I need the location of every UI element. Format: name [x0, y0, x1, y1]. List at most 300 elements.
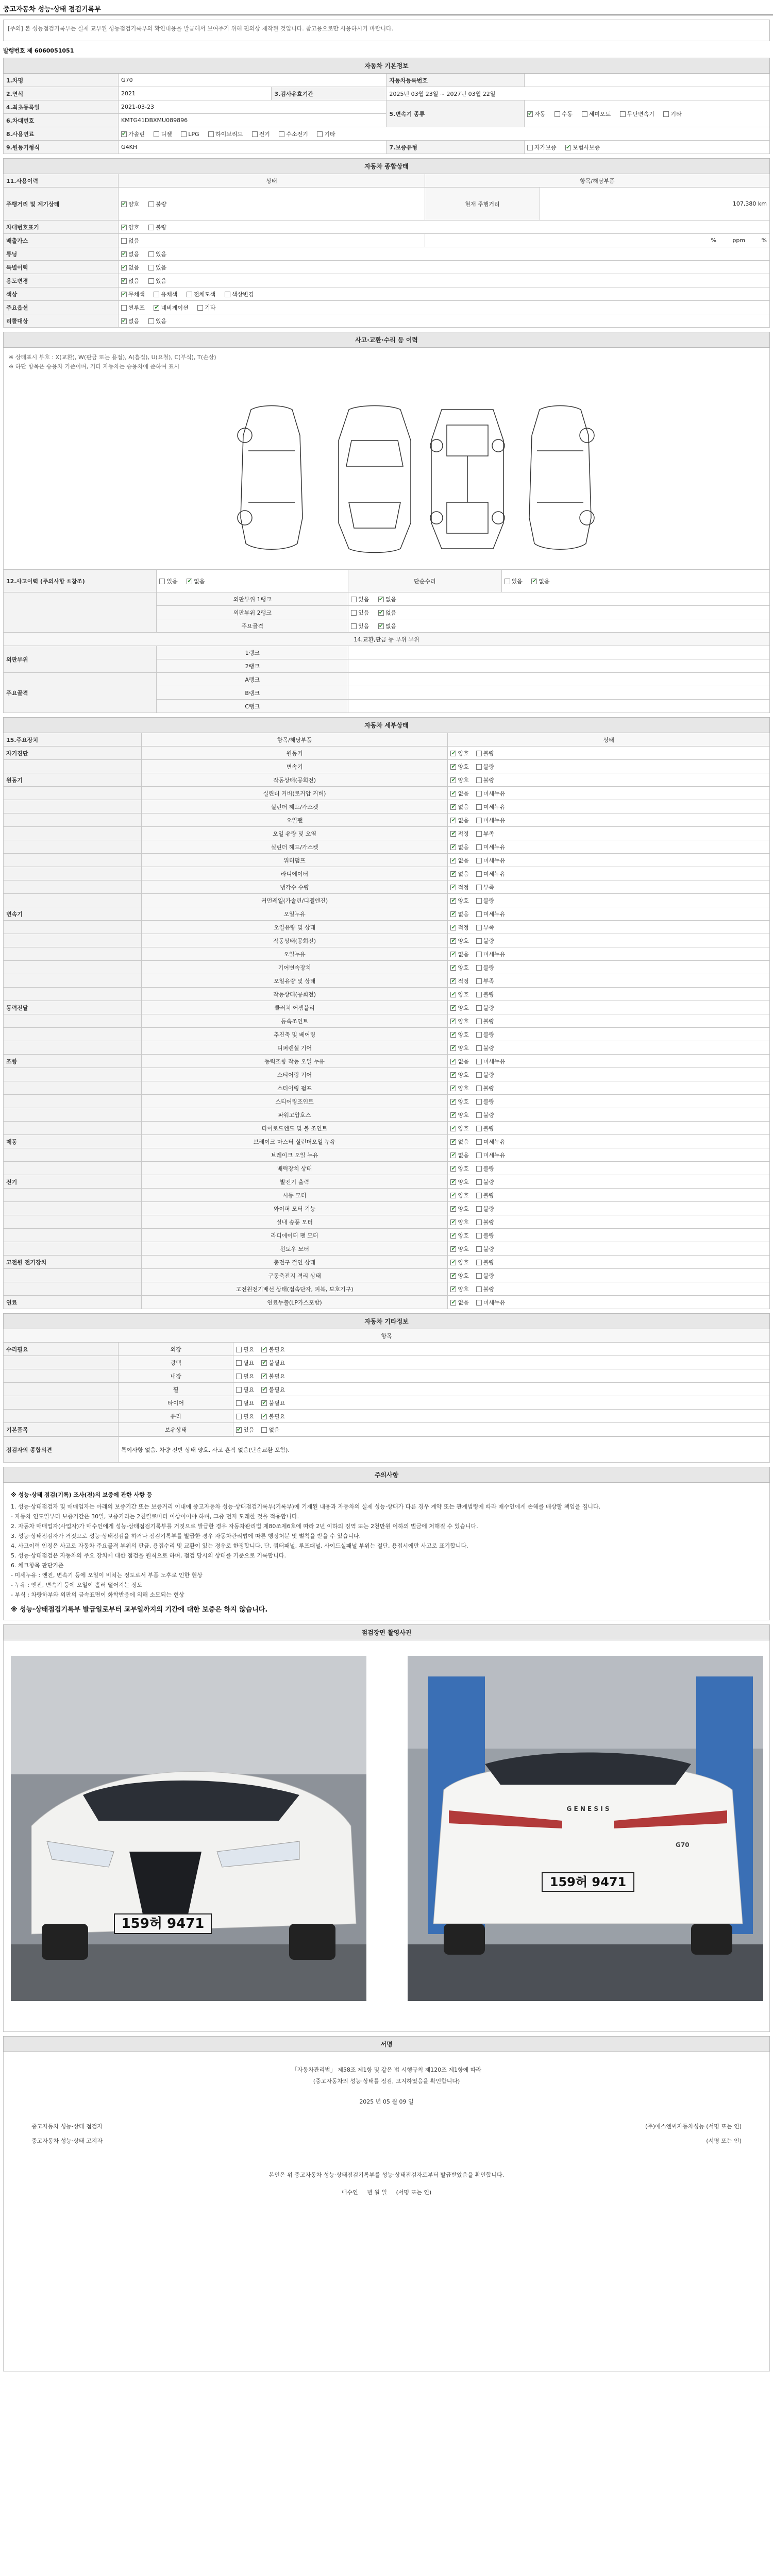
fuel-opt-electric[interactable]: 전기	[252, 130, 270, 138]
detail-h-device: 15.주요장치	[4, 733, 142, 747]
detail-opt-checked[interactable]	[450, 856, 468, 865]
options-label: 주요옵션	[4, 301, 119, 314]
caution-line: - 미세누유 : 엔진, 변속기 등에 오일이 비치는 정도로서 부품 노후로 인한 현상	[11, 1572, 203, 1579]
detail-state	[448, 921, 770, 934]
checkbox-icon	[476, 804, 482, 810]
mileage-value: 107,380 km	[540, 188, 769, 221]
detail-opt-checked[interactable]	[450, 1285, 468, 1293]
checkbox-icon	[351, 597, 357, 602]
other-need[interactable]: 필요	[236, 1385, 254, 1394]
detail-state	[448, 947, 770, 961]
detail-row	[4, 988, 770, 1001]
trans-opt-etc[interactable]: 기타	[663, 110, 681, 118]
page-title: 중고자동차 성능·상태 점검기록부	[0, 0, 773, 15]
caution-line: - 자동차 인도일부터 보증기간은 30일, 보증거리는 2천킬로미터 이상이어야 하며, 그중 먼저 도래한 것을 적용합니다.	[11, 1513, 299, 1520]
section-photos-title: 점검장면 촬영사진	[4, 1625, 770, 1640]
detail-opt-checked[interactable]	[450, 1231, 468, 1240]
emission-none[interactable]: 없음	[121, 236, 139, 245]
detail-row	[4, 947, 770, 961]
detail-opt-unchecked[interactable]	[476, 896, 494, 905]
detail-row	[4, 1068, 770, 1081]
vin-bad[interactable]: 불량	[148, 223, 166, 231]
other-no-need[interactable]: ✔ 불필요	[261, 1345, 285, 1353]
detail-item: 냉각수 수량	[141, 880, 448, 894]
detail-opt-checked[interactable]	[450, 1272, 468, 1280]
detail-state-text: 없음	[458, 803, 469, 810]
detail-group: 동력전달	[4, 1001, 142, 1014]
detail-alt-text: 미세누유	[483, 951, 506, 958]
detail-opt-checked[interactable]	[450, 923, 468, 931]
detail-opt-unchecked[interactable]	[476, 816, 506, 824]
outer2-exists[interactable]: 있음	[351, 608, 369, 617]
car-diagram-area	[3, 384, 770, 569]
detail-opt-unchecked[interactable]	[476, 910, 506, 918]
detail-alt-text: 불량	[483, 776, 494, 784]
other-state	[233, 1410, 770, 1423]
detail-alt-text: 불량	[483, 1031, 494, 1038]
rear-model-badge: G70	[676, 1841, 690, 1849]
mileage-state	[119, 188, 425, 221]
detail-state	[448, 1028, 770, 1041]
front-plate: 159허 9471	[114, 1913, 212, 1934]
detail-opt-unchecked[interactable]	[476, 1084, 494, 1092]
color-label: 색상	[4, 287, 119, 301]
detail-opt-unchecked[interactable]	[476, 950, 506, 958]
other-need[interactable]: 필요	[236, 1399, 254, 1407]
fuel-opt-hydrogen[interactable]: 수소전기	[279, 130, 308, 138]
detail-state	[448, 800, 770, 814]
detail-opt-unchecked[interactable]	[476, 789, 506, 798]
detail-opt-checked[interactable]	[450, 1138, 468, 1146]
detail-opt-checked[interactable]	[450, 870, 468, 878]
repair-exists[interactable]: 있음	[505, 577, 523, 585]
detail-group	[4, 1148, 142, 1162]
checkbox-icon	[236, 1347, 242, 1352]
detail-opt-checked[interactable]	[450, 1164, 468, 1173]
detail-state	[448, 1296, 770, 1309]
checkbox-checked-icon	[450, 1153, 456, 1158]
detail-row	[4, 1202, 770, 1215]
detail-opt-checked[interactable]	[450, 1017, 468, 1025]
buyer-sign: (서명 또는 인)	[396, 2189, 432, 2196]
checkbox-icon	[476, 1193, 482, 1198]
checkbox-checked-icon	[450, 751, 456, 756]
detail-opt-checked[interactable]	[450, 1178, 468, 1186]
checkbox-icon	[236, 1400, 242, 1406]
detail-row	[4, 1175, 770, 1189]
detail-opt-unchecked[interactable]	[476, 1097, 494, 1106]
detail-opt-checked[interactable]	[450, 1004, 468, 1012]
detail-opt-unchecked[interactable]	[476, 990, 494, 998]
detail-opt-checked[interactable]	[450, 1030, 468, 1039]
checkbox-icon	[476, 898, 482, 904]
detail-opt-unchecked[interactable]	[476, 1178, 494, 1186]
usage-none[interactable]: ✔ 없음	[121, 277, 139, 285]
detail-opt-checked[interactable]	[450, 1151, 468, 1159]
detail-opt-unchecked[interactable]	[476, 1285, 494, 1293]
basic-items-value: 보유상태	[119, 1423, 233, 1436]
overall-h-remarks: 항목/해당부품	[425, 174, 769, 188]
checkbox-checked-icon	[450, 938, 456, 944]
other-need[interactable]: 필요	[236, 1372, 254, 1380]
detail-row	[4, 921, 770, 934]
detail-opt-checked[interactable]	[450, 1245, 468, 1253]
detail-group	[4, 961, 142, 974]
checkbox-icon	[476, 844, 482, 850]
detail-opt-unchecked[interactable]	[476, 1030, 494, 1039]
outer2-state	[348, 606, 770, 619]
detail-row	[4, 800, 770, 814]
detail-opt-unchecked[interactable]	[476, 829, 494, 838]
opinion-label: 점검자의 종합의견	[4, 1437, 119, 1463]
fuel-opt-gasoline[interactable]: ✔ 가솔린	[121, 130, 145, 138]
tuning-exists[interactable]: 있음	[148, 250, 166, 258]
fuel-opt-lpg[interactable]: LPG	[181, 131, 199, 138]
detail-alt-text: 불량	[483, 1018, 494, 1025]
detail-opt-unchecked[interactable]	[476, 1057, 506, 1065]
caution-line: - 부식 : 차량하부와 외판의 금속표면이 화학반응에 의해 소모되는 현상	[11, 1591, 184, 1598]
detail-opt-checked[interactable]	[450, 937, 468, 945]
detail-opt-checked[interactable]	[450, 843, 468, 851]
detail-alt-text: 불량	[483, 937, 494, 944]
detail-opt-checked[interactable]	[450, 776, 468, 784]
trans-opt-cvt[interactable]: 무단변속기	[620, 110, 654, 118]
detail-alt-text: 불량	[483, 897, 494, 904]
accident-none[interactable]: ✔ 없음	[187, 577, 205, 585]
detail-opt-checked[interactable]	[450, 1218, 468, 1226]
detail-opt-checked[interactable]	[450, 762, 468, 771]
outer1-exists[interactable]: 있음	[351, 595, 369, 603]
notifier-value: (서명 또는 인)	[706, 2138, 742, 2144]
detail-opt-unchecked[interactable]	[476, 937, 494, 945]
basic-items-state	[233, 1423, 770, 1436]
buyer-label: 매수인	[341, 2189, 358, 2196]
detail-opt-checked[interactable]	[450, 829, 468, 838]
detail-item: 발전기 출력	[141, 1175, 448, 1189]
detail-opt-unchecked[interactable]	[476, 856, 506, 865]
other-need[interactable]: 필요	[236, 1412, 254, 1420]
outer2-label: 외판부위 2랭크	[157, 606, 348, 619]
eval-group	[4, 592, 157, 633]
tuning-state	[119, 247, 770, 261]
checkbox-icon	[476, 952, 482, 957]
detail-state	[448, 1095, 770, 1108]
other-row	[4, 1410, 770, 1423]
checkbox-checked-icon	[450, 1059, 456, 1064]
checkbox-icon	[181, 131, 187, 137]
color-achromatic[interactable]: ✔ 무채색	[121, 290, 145, 298]
detail-opt-checked[interactable]	[450, 1111, 468, 1119]
detail-alt-text: 미세누유	[483, 803, 506, 810]
detail-opt-unchecked[interactable]	[476, 1205, 494, 1213]
detail-row	[4, 907, 770, 921]
detail-group	[4, 1108, 142, 1122]
detail-opt-unchecked[interactable]	[476, 977, 494, 985]
detail-opt-checked[interactable]	[450, 1084, 468, 1092]
detail-opt-checked[interactable]	[450, 1071, 468, 1079]
detail-alt-text: 미세누유	[483, 843, 506, 851]
detail-opt-checked[interactable]	[450, 990, 468, 998]
option-sunroof[interactable]: 썬루프	[121, 303, 145, 312]
sign-line-1: 「자동차관리법」 제58조 제1항 및 같은 법 시행규칙 제120조 제1항에 따라	[291, 2066, 482, 2073]
basic-items-row	[4, 1423, 770, 1436]
car-name-value: G70	[119, 74, 386, 87]
accident-exists[interactable]: 있음	[159, 577, 177, 585]
other-no-need[interactable]: ✔ 불필요	[261, 1385, 285, 1394]
main-none[interactable]: ✔ 없음	[378, 622, 396, 630]
other-no-need[interactable]: ✔ 불필요	[261, 1412, 285, 1420]
detail-opt-checked[interactable]	[450, 1205, 468, 1213]
detail-group	[4, 1202, 142, 1215]
detail-alt-text: 불량	[483, 750, 494, 757]
fuel-opt-etc[interactable]: 기타	[317, 130, 335, 138]
checkbox-icon	[476, 818, 482, 823]
special-exists[interactable]: 있음	[148, 263, 166, 272]
trans-opt-manual[interactable]: 수동	[554, 110, 573, 118]
detail-alt-text: 불량	[483, 1272, 494, 1279]
detail-h-state: 상태	[448, 733, 770, 747]
option-navi[interactable]: ✔ 네비게이션	[154, 303, 188, 312]
detail-opt-unchecked[interactable]	[476, 883, 494, 891]
detail-opt-checked[interactable]	[450, 977, 468, 985]
detail-opt-checked[interactable]	[450, 749, 468, 757]
caution-line: 5. 성능·상태점검은 자동차의 주요 장치에 대한 점검을 원칙으로 하며, 점검 당시의 상태를 기준으로 기록합니다.	[11, 1552, 286, 1559]
detail-opt-unchecked[interactable]	[476, 1191, 494, 1199]
detail-item: 연료누출(LP가스포함)	[141, 1296, 448, 1309]
detail-group	[4, 1014, 142, 1028]
vin-good[interactable]: ✔ 양호	[121, 223, 139, 231]
car-rear-photo-icon	[408, 1656, 763, 2001]
checkbox-icon	[121, 238, 127, 244]
detail-item: 실내 송풍 모터	[141, 1215, 448, 1229]
checkbox-checked-icon	[450, 992, 456, 997]
caution-line: - 누유 : 엔진, 변속기 등에 오일이 흘러 떨어지는 정도	[11, 1582, 143, 1588]
detail-state-text: 없음	[458, 870, 469, 877]
checkbox-icon	[476, 938, 482, 944]
checkbox-checked-icon	[261, 1347, 267, 1352]
trans-opt-semi[interactable]: 세미오토	[582, 110, 611, 118]
section-accident-title: 사고·교환·수리 등 이력	[4, 332, 770, 348]
checkbox-icon	[476, 965, 482, 971]
detail-opt-unchecked[interactable]	[476, 1044, 494, 1052]
detail-opt-unchecked[interactable]	[476, 1272, 494, 1280]
detail-opt-unchecked[interactable]	[476, 1298, 506, 1307]
caution-line: 6. 체크항목 판단기준	[11, 1562, 64, 1569]
other-item: 유리	[119, 1410, 233, 1423]
front-photo	[11, 1656, 366, 2001]
checkbox-icon	[148, 201, 154, 207]
caution-line: 1. 성능·상태점검자 및 매매업자는 아래의 보증기간 또는 보증거리 이내에 중고자동차 성능·상태점검기록부(기록부)에 기재된 내용과 자동차의 실제 성능·상태가 다른 경우 계약 또는 관계법령에 따라 매수인에게 손해를 배상할 책임을 집니다.	[11, 1503, 601, 1510]
checkbox-icon	[208, 131, 214, 137]
detail-group: 연료	[4, 1296, 142, 1309]
detail-opt-checked[interactable]	[450, 883, 468, 891]
detail-opt-unchecked[interactable]	[476, 1111, 494, 1119]
detail-state-text: 적정	[458, 924, 469, 931]
detail-opt-checked[interactable]	[450, 1124, 468, 1132]
inspection-period-value: 2025년 03월 23일 ~ 2027년 03월 22일	[386, 87, 770, 100]
checkbox-icon	[476, 1019, 482, 1024]
detail-alt-text: 불량	[483, 1205, 494, 1212]
trans-opt-auto[interactable]: ✔ 자동	[527, 110, 545, 118]
checkbox-icon	[121, 305, 127, 311]
other-no-need[interactable]: ✔ 불필요	[261, 1399, 285, 1407]
checkbox-checked-icon	[261, 1360, 267, 1366]
detail-state	[448, 1175, 770, 1189]
detail-state	[448, 1148, 770, 1162]
detail-state	[448, 1162, 770, 1175]
detail-opt-unchecked[interactable]	[476, 1231, 494, 1240]
detail-opt-unchecked[interactable]	[476, 1004, 494, 1012]
warranty-opt-self[interactable]: 자가보증	[527, 143, 557, 151]
simple-repair-state	[501, 570, 769, 592]
detail-opt-checked[interactable]	[450, 1044, 468, 1052]
detail-opt-unchecked[interactable]	[476, 1245, 494, 1253]
detail-opt-unchecked[interactable]	[476, 1218, 494, 1226]
outer1-state	[348, 592, 770, 606]
detail-row	[4, 1095, 770, 1108]
outer2-none[interactable]: ✔ 없음	[378, 608, 396, 617]
detail-opt-checked[interactable]	[450, 1258, 468, 1266]
detail-state	[448, 1108, 770, 1122]
other-no-need[interactable]: ✔ 불필요	[261, 1359, 285, 1367]
color-change[interactable]: 색상변경	[225, 290, 254, 298]
detail-opt-checked[interactable]	[450, 896, 468, 905]
detail-opt-unchecked[interactable]	[476, 1164, 494, 1173]
checkbox-checked-icon	[450, 965, 456, 971]
checkbox-icon	[476, 871, 482, 877]
detail-opt-checked[interactable]	[450, 1298, 468, 1307]
detail-opt-unchecked[interactable]	[476, 1138, 506, 1146]
checkbox-checked-icon	[378, 623, 384, 629]
rank-a-label: A랭크	[157, 673, 348, 686]
fuel-opt-diesel[interactable]: 디젤	[154, 130, 172, 138]
checkbox-icon	[476, 777, 482, 783]
detail-opt-checked[interactable]	[450, 963, 468, 972]
detail-opt-checked[interactable]	[450, 950, 468, 958]
checkbox-icon	[476, 1260, 482, 1265]
detail-opt-unchecked[interactable]	[476, 1071, 494, 1079]
repair-none[interactable]: ✔ 없음	[531, 577, 549, 585]
recall-none[interactable]: ✔ 없음	[121, 317, 139, 325]
detail-group	[4, 1041, 142, 1055]
option-etc[interactable]: 기타	[197, 303, 215, 312]
detail-opt-checked[interactable]	[450, 1097, 468, 1106]
detail-state-text: 양호	[458, 964, 469, 971]
detail-opt-unchecked[interactable]	[476, 762, 494, 771]
checkbox-checked-icon	[450, 791, 456, 796]
detail-opt-unchecked[interactable]	[476, 963, 494, 972]
detail-alt-text: 불량	[483, 1165, 494, 1172]
basic-items-label: 기본품목	[4, 1423, 119, 1436]
outer1-none[interactable]: ✔ 없음	[378, 595, 396, 603]
checkbox-icon	[476, 885, 482, 890]
other-item: 휠	[119, 1383, 233, 1396]
detail-opt-unchecked[interactable]	[476, 776, 494, 784]
detail-group	[4, 1215, 142, 1229]
detail-alt-text: 미세누유	[483, 790, 506, 797]
detail-alt-text: 미세누유	[483, 1138, 506, 1145]
section-basic-title: 자동차 기본정보	[4, 58, 770, 74]
detail-opt-unchecked[interactable]	[476, 749, 494, 757]
detail-state	[448, 974, 770, 988]
mileage-good[interactable]: ✔ 양호	[121, 200, 139, 208]
detail-opt-checked[interactable]	[450, 910, 468, 918]
detail-opt-checked[interactable]	[450, 816, 468, 824]
tuning-none[interactable]: ✔ 없음	[121, 250, 139, 258]
detail-item: 동력조향 작동 오일 누유	[141, 1055, 448, 1068]
detail-opt-checked[interactable]	[450, 789, 468, 798]
other-need[interactable]: 필요	[236, 1359, 254, 1367]
usage-exists[interactable]: 있음	[148, 277, 166, 285]
detail-opt-checked[interactable]	[450, 803, 468, 811]
detail-opt-unchecked[interactable]	[476, 803, 506, 811]
notice-box: [주의] 본 성능점검기록부는 실제 교부된 성능점검기록부의 확인내용을 발급해서 보여주기 위해 편의상 제작된 것입니다. 참고용으로만 사용하시기 바랍니다.	[3, 20, 770, 41]
detail-row	[4, 1148, 770, 1162]
color-chromatic[interactable]: 유채색	[154, 290, 177, 298]
detail-opt-checked[interactable]	[450, 1057, 468, 1065]
special-none[interactable]: ✔ 없음	[121, 263, 139, 272]
checkbox-checked-icon	[450, 818, 456, 823]
detail-state	[448, 1081, 770, 1095]
warranty-opt-insurance[interactable]: ✔ 보험사보증	[565, 143, 600, 151]
sign-row-notifier	[31, 2136, 742, 2147]
checkbox-icon	[261, 1427, 267, 1433]
detail-opt-unchecked[interactable]	[476, 1124, 494, 1132]
detail-group	[4, 921, 142, 934]
basic-items-none[interactable]: 없음	[261, 1426, 279, 1434]
checkbox-checked-icon	[450, 1300, 456, 1306]
usage-label: 용도변경	[4, 274, 119, 287]
detail-opt-unchecked[interactable]	[476, 843, 506, 851]
detail-opt-unchecked[interactable]	[476, 870, 506, 878]
detail-state	[448, 1202, 770, 1215]
detail-item: 기어변속장치	[141, 961, 448, 974]
checkbox-icon	[663, 111, 669, 117]
detail-group	[4, 1189, 142, 1202]
detail-row	[4, 1135, 770, 1148]
accident-history-state	[157, 570, 348, 592]
detail-group	[4, 1162, 142, 1175]
detail-state-text: 없음	[458, 790, 469, 797]
frame-group-label: 주요골격	[4, 673, 157, 713]
detail-group	[4, 867, 142, 880]
vin-value: KMTG41DBXMU089896	[119, 114, 386, 127]
checkbox-checked-icon	[236, 1427, 242, 1433]
rank-1-cells	[348, 646, 770, 659]
detail-opt-unchecked[interactable]	[476, 1258, 494, 1266]
mileage-bad[interactable]: 불량	[148, 200, 166, 208]
basic-items-exists[interactable]: ✔ 있음	[236, 1426, 254, 1434]
color-full-paint[interactable]: 전체도색	[187, 290, 216, 298]
detail-state-text: 양호	[458, 750, 469, 757]
sign-title-table	[3, 2036, 770, 2052]
other-no-need[interactable]: ✔ 불필요	[261, 1372, 285, 1380]
main-exists[interactable]: 있음	[351, 622, 369, 630]
detail-opt-checked[interactable]	[450, 1191, 468, 1199]
detail-opt-unchecked[interactable]	[476, 923, 494, 931]
recall-exists[interactable]: 있음	[148, 317, 166, 325]
buyer-row	[11, 2187, 762, 2198]
checkbox-checked-icon	[450, 1099, 456, 1105]
other-need[interactable]: 필요	[236, 1345, 254, 1353]
detail-state-text: 양호	[458, 1018, 469, 1025]
detail-opt-unchecked[interactable]	[476, 1017, 494, 1025]
fuel-opt-hybrid[interactable]: 하이브리드	[208, 130, 243, 138]
receipt-text: 본인은 위 중고자동차 성능·상태점검기록부를 성능·상태점검자로부터 발급받았음을 확인합니다.	[268, 2172, 505, 2178]
detail-opt-unchecked[interactable]	[476, 1151, 506, 1159]
checkbox-checked-icon	[261, 1374, 267, 1379]
detail-alt-text: 불량	[483, 964, 494, 971]
